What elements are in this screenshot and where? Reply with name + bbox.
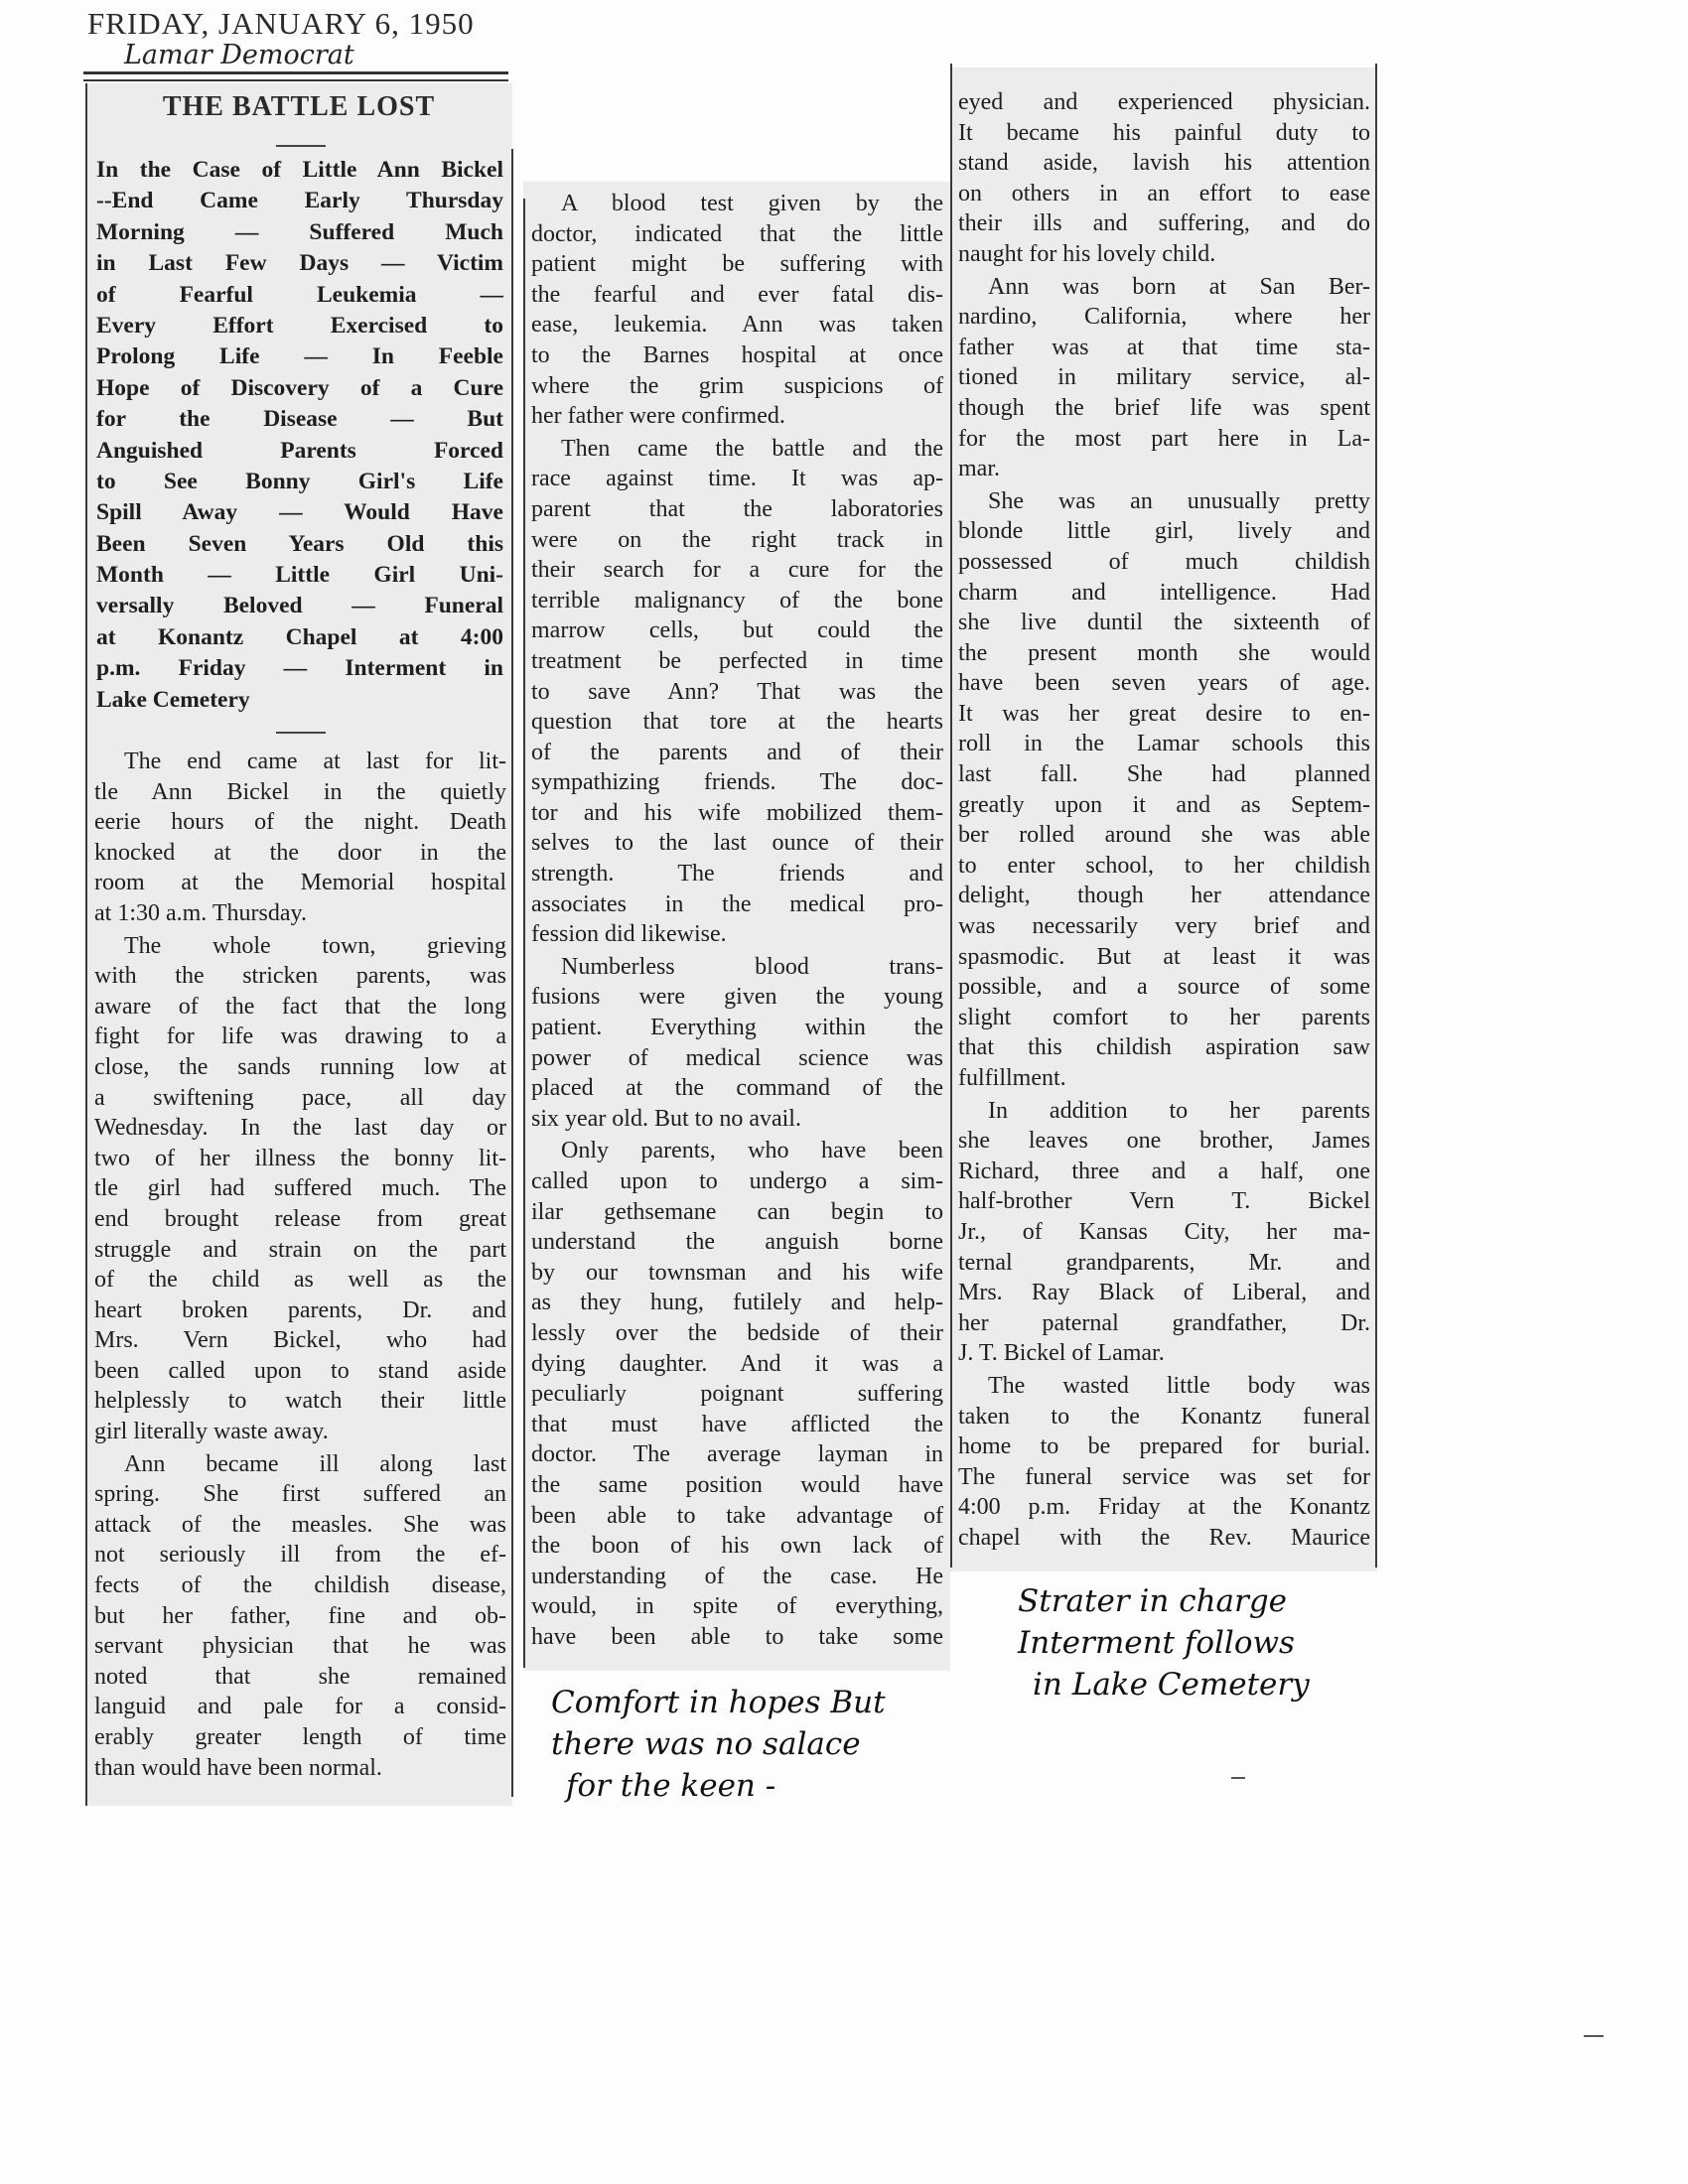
article-title: THE BATTLE LOST <box>162 91 436 122</box>
text-line: associates in the medical pro- <box>531 890 943 917</box>
text-line: but her father, fine and ob- <box>94 1602 506 1629</box>
text-line: to enter school, to her childish <box>958 852 1370 879</box>
text-line: that must have afflicted the <box>531 1411 943 1437</box>
text-line: Lake Cemetery <box>96 686 250 713</box>
text-line: have been able to take some <box>531 1623 943 1650</box>
text-line: Every Effort Exercised to <box>96 312 503 339</box>
text-line: Numberless blood trans- <box>561 953 943 980</box>
text-line: close, the sands running low at <box>94 1053 506 1080</box>
text-line: have been seven years of age. <box>958 670 1370 697</box>
text-line: marrow cells, but could the <box>531 617 943 644</box>
column-2-left-edge <box>523 199 525 1668</box>
text-line: she leaves one brother, James <box>958 1128 1370 1155</box>
text-line: struggle and strain on the part <box>94 1236 506 1263</box>
text-line: erably greater length of time <box>94 1724 506 1750</box>
column-1-left-edge <box>85 83 87 1806</box>
paragraph <box>958 272 1370 484</box>
handwritten-note-column-2 <box>551 1682 886 1807</box>
text-line: where the grim suspicions of <box>531 372 943 399</box>
text-line: she live duntil the sixteenth of <box>958 610 1370 636</box>
handwritten-paper-name: Lamar Democrat <box>124 40 354 70</box>
text-line: tle Ann Bickel in the quietly <box>94 778 506 805</box>
text-line: greatly upon it and as Septem- <box>958 791 1370 818</box>
text-line: Then came the battle and the <box>561 435 943 462</box>
text-line: languid and pale for a consid- <box>94 1694 506 1720</box>
text-line: tle girl had suffered much. The <box>94 1175 506 1202</box>
text-line: end brought release from great <box>94 1205 506 1232</box>
text-line: roll in the Lamar schools this <box>958 731 1370 757</box>
text-line: mar. <box>958 456 1000 482</box>
paragraph <box>94 931 506 1447</box>
text-line: p.m. Friday — Interment in <box>96 655 503 682</box>
text-line: 4:00 p.m. Friday at the Konantz <box>958 1494 1370 1521</box>
text-line: were on the right track in <box>531 526 943 553</box>
text-line: taken to the Konantz funeral <box>958 1403 1370 1430</box>
column-3-right-edge <box>1375 64 1377 1568</box>
header-rule-bottom <box>83 79 508 81</box>
scan-mark <box>1584 2035 1604 2037</box>
text-line: tioned in military service, al- <box>958 364 1370 391</box>
column-3-body <box>958 87 1370 1556</box>
text-line: home to be prepared for burial. <box>958 1433 1370 1460</box>
header-rule-top <box>83 71 508 74</box>
text-line: than would have been normal. <box>94 1754 382 1781</box>
text-line: not seriously ill from the ef- <box>94 1542 506 1569</box>
text-line: Anguished Parents Forced <box>96 437 503 464</box>
text-line: A blood test given by the <box>561 191 943 216</box>
text-line: The wasted little body was <box>988 1372 1370 1399</box>
paragraph <box>531 1136 943 1652</box>
text-line: Spill Away — Would Have <box>96 499 503 526</box>
text-line: understand the anguish borne <box>531 1229 943 1256</box>
text-line: The end came at last for lit- <box>124 749 506 774</box>
text-line: the same position would have <box>531 1471 943 1498</box>
text-line: noted that she remained <box>94 1663 506 1690</box>
text-line: Wednesday. In the last day or <box>94 1115 506 1142</box>
text-line: terrible malignancy of the bone <box>531 587 943 614</box>
text-line: patient. Everything within the <box>531 1015 943 1041</box>
text-line: aware of the fact that the long <box>94 993 506 1020</box>
dateline: FRIDAY, JANUARY 6, 1950 <box>87 6 475 41</box>
text-line: Ann was born at San Ber- <box>988 273 1370 300</box>
text-line: J. T. Bickel of Lamar. <box>958 1340 1165 1367</box>
text-line: power of medical science was <box>531 1044 943 1071</box>
text-line: versally Beloved — Funeral <box>96 593 503 619</box>
text-line: six year old. But to no avail. <box>531 1105 801 1132</box>
text-line: father was at that time sta- <box>958 334 1370 360</box>
text-line: servant physician that he was <box>94 1633 506 1660</box>
text-line: lessly over the bedside of their <box>531 1319 943 1346</box>
text-line: sympathizing friends. The doc- <box>531 769 943 796</box>
text-line: Richard, three and a half, one <box>958 1158 1370 1184</box>
text-line: the fearful and ever fatal dis- <box>531 281 943 308</box>
text-line: Hope of Discovery of a Cure <box>96 374 503 401</box>
text-line: her father were confirmed. <box>531 403 785 430</box>
handwritten-line: in Lake Cemetery <box>1033 1667 1310 1703</box>
deck-divider <box>276 732 326 734</box>
text-line: Prolong Life — In Feeble <box>96 343 503 370</box>
column-2-body <box>531 189 943 1655</box>
text-line: --End Came Early Thursday <box>96 188 503 214</box>
text-line: The funeral service was set for <box>958 1463 1370 1490</box>
handwritten-note-column-3 <box>1018 1580 1310 1706</box>
text-line: In addition to her parents <box>988 1097 1370 1124</box>
handwritten-line: Strater in charge <box>1018 1583 1288 1619</box>
text-line: spring. She first suffered an <box>94 1481 506 1508</box>
text-line: dying daughter. And it was a <box>531 1350 943 1377</box>
paragraph <box>958 1096 1370 1369</box>
text-line: patient might be suffering with <box>531 251 943 278</box>
handwritten-line: Interment follows <box>1018 1625 1295 1661</box>
text-line: the boon of his own lack of <box>531 1533 943 1560</box>
text-line: Ann became ill along last <box>124 1450 506 1477</box>
text-line: ber rolled around she was able <box>958 822 1370 849</box>
text-line: treatment be perfected in time <box>531 647 943 674</box>
text-line: ease, leukemia. Ann was taken <box>531 312 943 339</box>
text-line: It became his painful duty to <box>958 119 1370 146</box>
text-line: eyed and experienced physician. <box>958 89 1370 115</box>
text-line: at 1:30 a.m. Thursday. <box>94 899 307 926</box>
text-line: attack of the measles. She was <box>94 1511 506 1538</box>
text-line: helplessly to watch their little <box>94 1388 506 1415</box>
text-line: knocked at the door in the <box>94 839 506 866</box>
text-line: was necessarily very brief and <box>958 913 1370 940</box>
paragraph <box>958 87 1370 270</box>
text-line: Been Seven Years Old this <box>96 530 503 557</box>
text-line: Month — Little Girl Uni- <box>96 562 503 589</box>
text-line: stand aside, lavish his attention <box>958 150 1370 177</box>
column-1-body <box>94 747 506 1785</box>
text-line: spasmodic. But at least it was <box>958 943 1370 970</box>
text-line: room at the Memorial hospital <box>94 870 506 896</box>
text-line: their search for a cure for the <box>531 557 943 584</box>
text-line: would, in spite of everything, <box>531 1593 943 1620</box>
text-line: for the most part here in La- <box>958 425 1370 452</box>
text-line: fight for life was drawing to a <box>94 1024 506 1050</box>
paragraph <box>531 434 943 950</box>
text-line: half-brother Vern T. Bickel <box>958 1188 1370 1215</box>
text-line: been called upon to stand aside <box>94 1357 506 1384</box>
text-line: blonde little girl, lively and <box>958 518 1370 545</box>
text-line: selves to the last ounce of their <box>531 830 943 857</box>
text-line: their ills and suffering, and do <box>958 210 1370 237</box>
handwritten-line: for the keen - <box>566 1768 776 1804</box>
text-line: possessed of much childish <box>958 548 1370 575</box>
text-line: strength. The friends and <box>531 861 943 887</box>
text-line: by our townsman and his wife <box>531 1259 943 1286</box>
column-3-left-edge <box>950 64 952 1568</box>
text-line: for the Disease — But <box>96 406 503 433</box>
text-line: with the stricken parents, was <box>94 963 506 990</box>
text-line: fects of the childish disease, <box>94 1572 506 1599</box>
text-line: at Konantz Chapel at 4:00 <box>96 623 503 650</box>
text-line: Mrs. Vern Bickel, who had <box>94 1327 506 1354</box>
text-line: Mrs. Ray Black of Liberal, and <box>958 1280 1370 1306</box>
text-line: Morning — Suffered Much <box>96 218 503 245</box>
text-line: in Last Few Days — Victim <box>96 250 503 277</box>
paragraph <box>531 952 943 1135</box>
text-line: fulfillment. <box>958 1065 1066 1091</box>
article-deck <box>96 155 503 716</box>
text-line: on others in an effort to ease <box>958 180 1370 206</box>
text-line: eerie hours of the night. Death <box>94 809 506 836</box>
text-line: of the child as well as the <box>94 1267 506 1294</box>
text-line: chapel with the Rev. Maurice <box>958 1524 1370 1551</box>
text-line: though the brief life was spent <box>958 394 1370 421</box>
paragraph <box>958 486 1370 1094</box>
text-line: of Fearful Leukemia — <box>96 281 503 308</box>
text-line: fusions were given the young <box>531 984 943 1011</box>
text-line: placed at the command of the <box>531 1075 943 1102</box>
text-line: The whole town, grieving <box>124 932 506 959</box>
text-line: Jr., of Kansas City, her ma- <box>958 1218 1370 1245</box>
text-line: to the Barnes hospital at once <box>531 341 943 368</box>
text-line: It was her great desire to en- <box>958 700 1370 727</box>
text-line: race against time. It was ap- <box>531 466 943 492</box>
column-1-right-edge <box>511 149 513 1797</box>
text-line: possible, and a source of some <box>958 974 1370 1001</box>
text-line: ilar gethsemane can begin to <box>531 1198 943 1225</box>
text-line: parent that the laboratories <box>531 495 943 522</box>
handwritten-line: Comfort in hopes But <box>551 1685 886 1720</box>
text-line: fession did likewise. <box>531 921 727 948</box>
text-line: a swiftening pace, all day <box>94 1084 506 1111</box>
text-line: her paternal grandfather, Dr. <box>958 1309 1370 1336</box>
text-line: doctor, indicated that the little <box>531 220 943 247</box>
title-divider <box>276 145 326 147</box>
text-line: to save Ann? That was the <box>531 678 943 705</box>
text-line: slight comfort to her parents <box>958 1004 1370 1030</box>
text-line: of the parents and of their <box>531 739 943 765</box>
text-line: to See Bonny Girl's Life <box>96 468 503 494</box>
text-line: called upon to undergo a sim- <box>531 1168 943 1194</box>
text-line: delight, though her attendance <box>958 883 1370 909</box>
text-line: that this childish aspiration saw <box>958 1034 1370 1061</box>
text-line: heart broken parents, Dr. and <box>94 1297 506 1323</box>
paragraph <box>94 747 506 929</box>
text-line: as they hung, futilely and help- <box>531 1290 943 1316</box>
text-line: nardino, California, where her <box>958 304 1370 331</box>
text-line: understanding of the case. He <box>531 1563 943 1589</box>
text-line: tor and his wife mobilized them- <box>531 799 943 826</box>
text-line: last fall. She had planned <box>958 761 1370 788</box>
text-line: naught for his lovely child. <box>958 240 1216 267</box>
text-line: charm and intelligence. Had <box>958 579 1370 606</box>
scan-mark <box>1231 1777 1245 1779</box>
text-line: girl literally waste away. <box>94 1419 329 1445</box>
text-line: two of her illness the bonny lit- <box>94 1145 506 1171</box>
paragraph <box>531 189 943 432</box>
text-line: doctor. The average layman in <box>531 1441 943 1468</box>
text-line: She was an unusually pretty <box>988 487 1370 514</box>
text-line: peculiarly poignant suffering <box>531 1381 943 1408</box>
paragraph <box>94 1449 506 1784</box>
text-line: been able to take advantage of <box>531 1502 943 1529</box>
text-line: question that tore at the hearts <box>531 709 943 736</box>
paragraph <box>958 1371 1370 1554</box>
text-line: Only parents, who have been <box>561 1138 943 1164</box>
text-line: the present month she would <box>958 639 1370 666</box>
handwritten-line: there was no salace <box>551 1726 861 1762</box>
text-line: In the Case of Little Ann Bickel <box>96 157 503 183</box>
text-line: ternal grandparents, Mr. and <box>958 1249 1370 1276</box>
